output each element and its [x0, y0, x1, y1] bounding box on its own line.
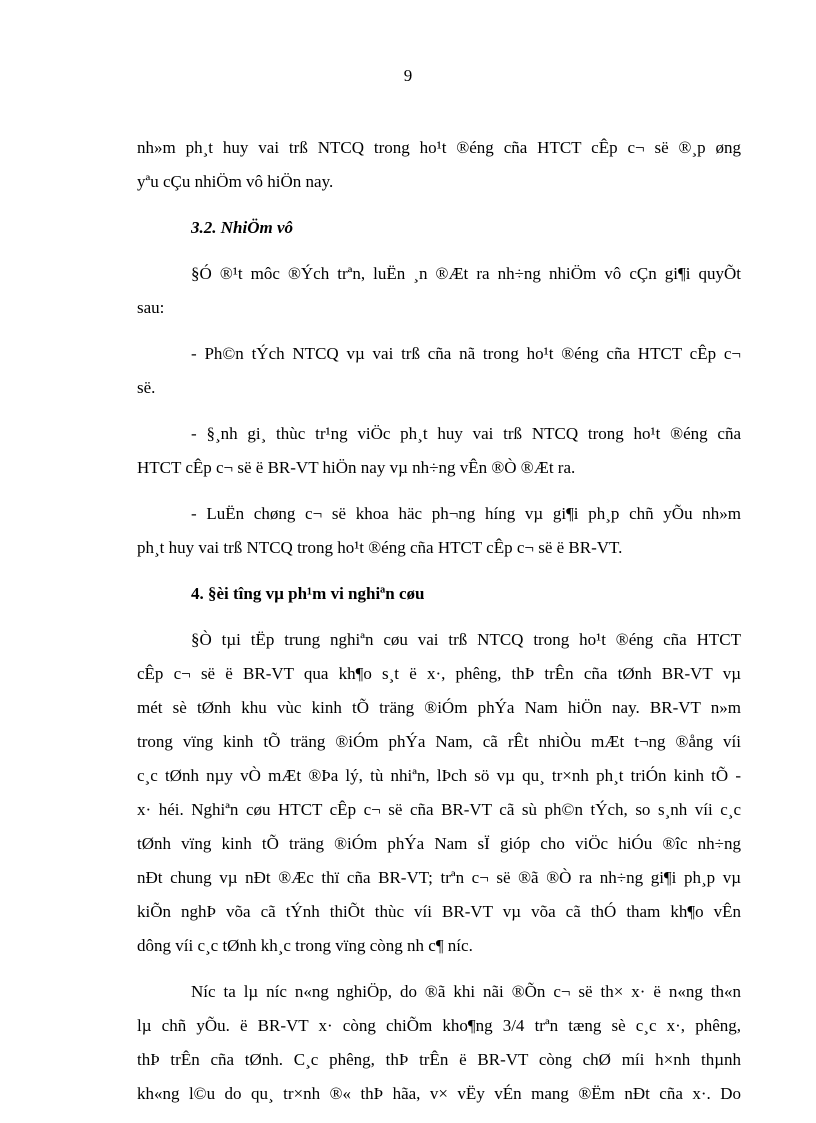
paragraph-line: lµ chñ yÕu. ë BR-VT x· còng chiÕm kho¶ng 3/4 trªn tæng sè c¸c x·, phêng, [137, 1016, 741, 1035]
paragraph-line: mét sè tØnh khu vùc kinh tÕ träng ®iÓm phÝa Nam hiÖn nay. BR-VT n»m [137, 698, 741, 717]
list-item-line: - §¸nh gi¸ thùc tr¹ng viÖc ph¸t huy vai trß NTCQ trong ho¹t ®éng cña [191, 424, 741, 443]
paragraph-line: nÐt chung vµ nÐt ®Æc thï cña BR-VT; trªn c¬ së ®ã ®Ò ra nh÷ng gi¶i ph¸p vµ [137, 868, 741, 887]
page-body [137, 132, 741, 1112]
paragraph-line: yªu cÇu nhiÖm vô hiÖn nay. [137, 172, 334, 191]
paragraph-line: Níc ta lµ níc n«ng nghiÖp, do ®ã khi nãi ®Õn c¬ së th× x· ë n«ng th«n [191, 982, 741, 1001]
paragraph-line: c¸c tØnh nµy vÒ mÆt ®Þa lý, tù nhiªn, lÞch sö vµ qu¸ tr×nh ph¸t triÓn kinh tÕ - [137, 766, 741, 785]
paragraph-line: nh»m ph¸t huy vai trß NTCQ trong ho¹t ®éng cña HTCT cÊp c¬ së ®¸p øng [137, 138, 741, 157]
list-item-line: ph¸t huy vai trß NTCQ trong ho¹t ®éng cña HTCT cÊp c¬ së ë BR-VT. [137, 538, 623, 557]
paragraph-line: §Ò tµi tËp trung nghiªn cøu vai trß NTCQ trong ho¹t ®éng cña HTCT [191, 630, 741, 649]
section-heading: 3.2. NhiÖm vô [191, 218, 293, 237]
page-number: 9 [403, 66, 413, 85]
paragraph-line: sau: [137, 298, 165, 317]
paragraph-line: cÊp c¬ së ë BR-VT qua kh¶o s¸t ë x·, phêng, thÞ trÊn cña tØnh BR-VT vµ [137, 664, 741, 683]
paragraph-line: §Ó ®¹t môc ®Ých trªn, luËn ¸n ®Æt ra nh÷ng nhiÖm vô cÇn gi¶i quyÕt [191, 264, 741, 283]
list-item-line: - Ph©n tÝch NTCQ vµ vai trß cña nã trong ho¹t ®éng cña HTCT cÊp c¬ [191, 344, 741, 363]
list-item-line: - LuËn chøng c¬ së khoa häc ph¬ng híng vµ gi¶i ph¸p chñ yÕu nh»m [191, 504, 741, 523]
paragraph-line: dông víi c¸c tØnh kh¸c trong vïng còng nh c¶ níc. [137, 936, 473, 955]
list-item-line: së. [137, 378, 156, 397]
section-heading: 4. §èi tîng vµ ph¹m vi nghiªn cøu [191, 584, 425, 603]
paragraph-line: kh«ng l©u do qu¸ tr×nh ®« thÞ hãa, v× vËy vÉn mang ®Ëm nÐt cña x·. Do [137, 1084, 741, 1103]
paragraph-line: x· héi. Nghiªn cøu HTCT cÊp c¬ së cña BR-VT cã sù ph©n tÝch, so s¸nh víi c¸c [137, 800, 741, 819]
paragraph-line: tØnh vïng kinh tÕ träng ®iÓm phÝa Nam sÏ gióp cho viÖc hiÓu ®îc nh÷ng [137, 834, 741, 853]
paragraph-line: kiÕn nghÞ võa cã tÝnh thiÕt thùc víi BR-VT vµ võa cã thÓ tham kh¶o vÊn [137, 902, 741, 921]
paragraph-line: thÞ trÊn cña tØnh. C¸c phêng, thÞ trÊn ë BR-VT còng chØ míi h×nh thµnh [137, 1050, 741, 1069]
list-item-line: HTCT cÊp c¬ së ë BR-VT hiÖn nay vµ nh÷ng vÊn ®Ò ®Æt ra. [137, 458, 576, 477]
paragraph-line: trong vïng kinh tÕ träng ®iÓm phÝa Nam, cã rÊt nhiÒu mÆt t¬ng ®ång víi [137, 732, 741, 751]
